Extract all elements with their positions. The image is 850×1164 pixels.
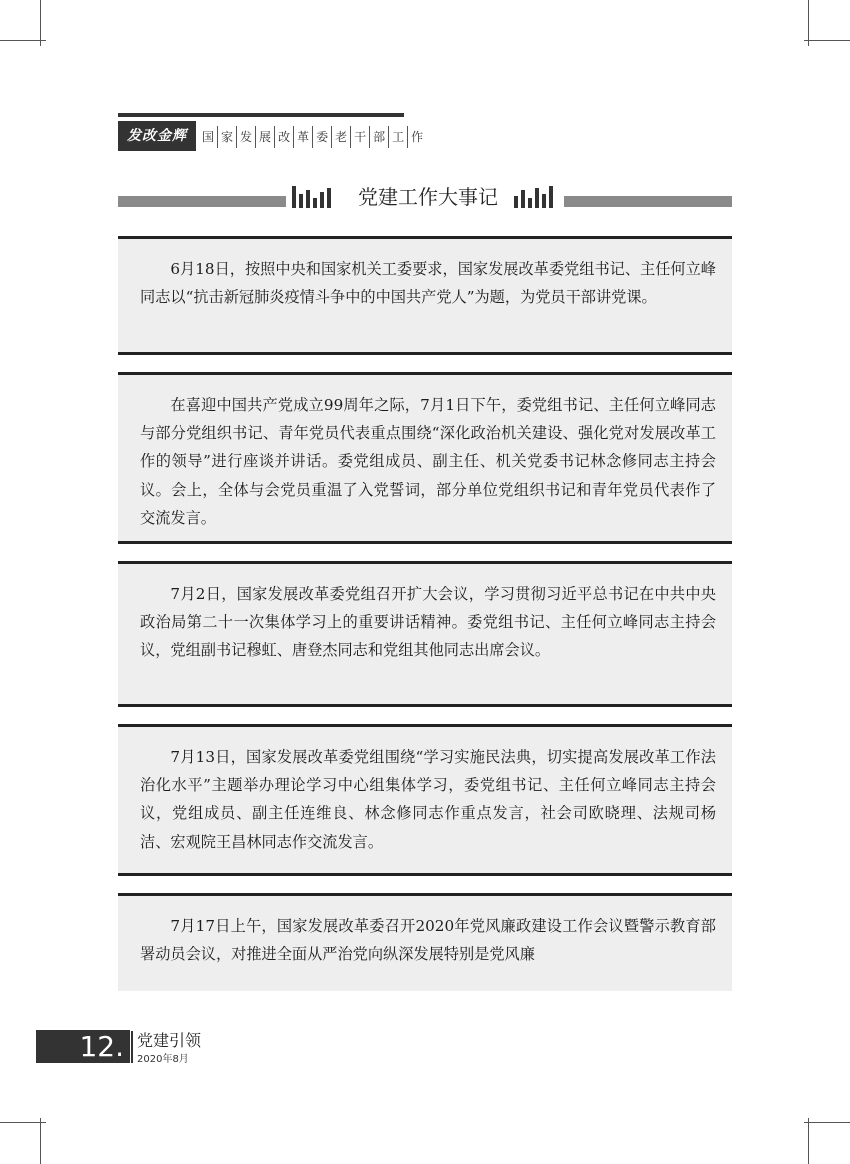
- event-entry: [118, 561, 732, 707]
- header-subtitle: [202, 126, 426, 148]
- column-title: 党建引领: [137, 1031, 202, 1050]
- header-rule: [118, 113, 404, 117]
- title-band-right: [564, 196, 732, 207]
- header-subtitle-char: 革: [293, 126, 312, 148]
- header-subtitle-char: 作: [407, 126, 426, 148]
- event-entry: [118, 236, 732, 355]
- header-subtitle-char: 家: [217, 126, 236, 148]
- event-text: 7月2日，国家发展改革委党组召开扩大会议，学习贯彻习近平总书记在中共中央政治局第二十一次集体学习上的重要讲话精神。委党组书记、主任何立峰同志主持会议，党组副书记穆虹、唐登杰同志和党组其他同志出席会议。: [140, 585, 716, 660]
- page-number: 12.: [36, 1030, 130, 1063]
- header-subtitle-char: 改: [274, 126, 293, 148]
- bar-chart-ornament-left: [292, 184, 331, 208]
- section-header: [118, 180, 732, 214]
- event-entry: [118, 724, 732, 876]
- magazine-brand: 发改金辉: [118, 121, 196, 151]
- event-text: 在喜迎中国共产党成立99周年之际，7月1日下午，委党组书记、主任何立峰同志与部分党组织书记、青年党员代表重点围绕“深化政治机关建设、强化党对发展改革工作的领导”进行座谈并讲话。委党组成员、副主任、机关党委书记林念修同志主持会议。会上，全体与会党员重温了入党誓词，部分单位党组织书记和青年党员代表作了交流发言。: [140, 396, 716, 527]
- header-subtitle-char: 干: [350, 126, 369, 148]
- crop-mark: [808, 1118, 809, 1164]
- footer-divider: [131, 1031, 133, 1063]
- crop-mark: [804, 40, 850, 41]
- issue-date: 2020年8月: [137, 1054, 189, 1065]
- header-subtitle-char: 老: [331, 126, 350, 148]
- event-text: 7月13日，国家发展改革委党组围绕“学习实施民法典，切实提高发展改革工作法治化水平”主题举办理论学习中心组集体学习，委党组书记、主任何立峰同志主持会议，党组成员、副主任连维良、林念修同志作重点发言，社会司欧晓理、法规司杨洁、宏观院王昌林同志作交流发言。: [140, 748, 716, 851]
- header-subtitle-char: 国: [202, 130, 215, 144]
- header-subtitle-char: 部: [369, 126, 388, 148]
- event-text: 7月17日上午，国家发展改革委召开2020年党风廉政建设工作会议暨警示教育部署动员会议，对推进全面从严治党向纵深发展特别是党风廉: [140, 917, 716, 964]
- header-subtitle-char: 委: [312, 126, 331, 148]
- section-title: 党建工作大事记: [358, 185, 498, 209]
- header-subtitle-char: 展: [255, 126, 274, 148]
- event-text: 6月18日，按照中央和国家机关工委要求，国家发展改革委党组书记、主任何立峰同志以“抗击新冠肺炎疫情斗争中的中国共产党人”为题，为党员干部讲党课。: [140, 260, 716, 307]
- header-subtitle-char: 工: [388, 126, 407, 148]
- event-entry: [118, 372, 732, 544]
- header-subtitle-char: 发: [236, 126, 255, 148]
- crop-mark: [804, 1122, 850, 1123]
- title-band-left: [118, 196, 286, 207]
- crop-mark: [0, 1122, 46, 1123]
- event-entry: [118, 893, 732, 991]
- bar-chart-ornament-right: [514, 184, 553, 208]
- crop-mark: [0, 40, 46, 41]
- crop-mark: [40, 1118, 41, 1164]
